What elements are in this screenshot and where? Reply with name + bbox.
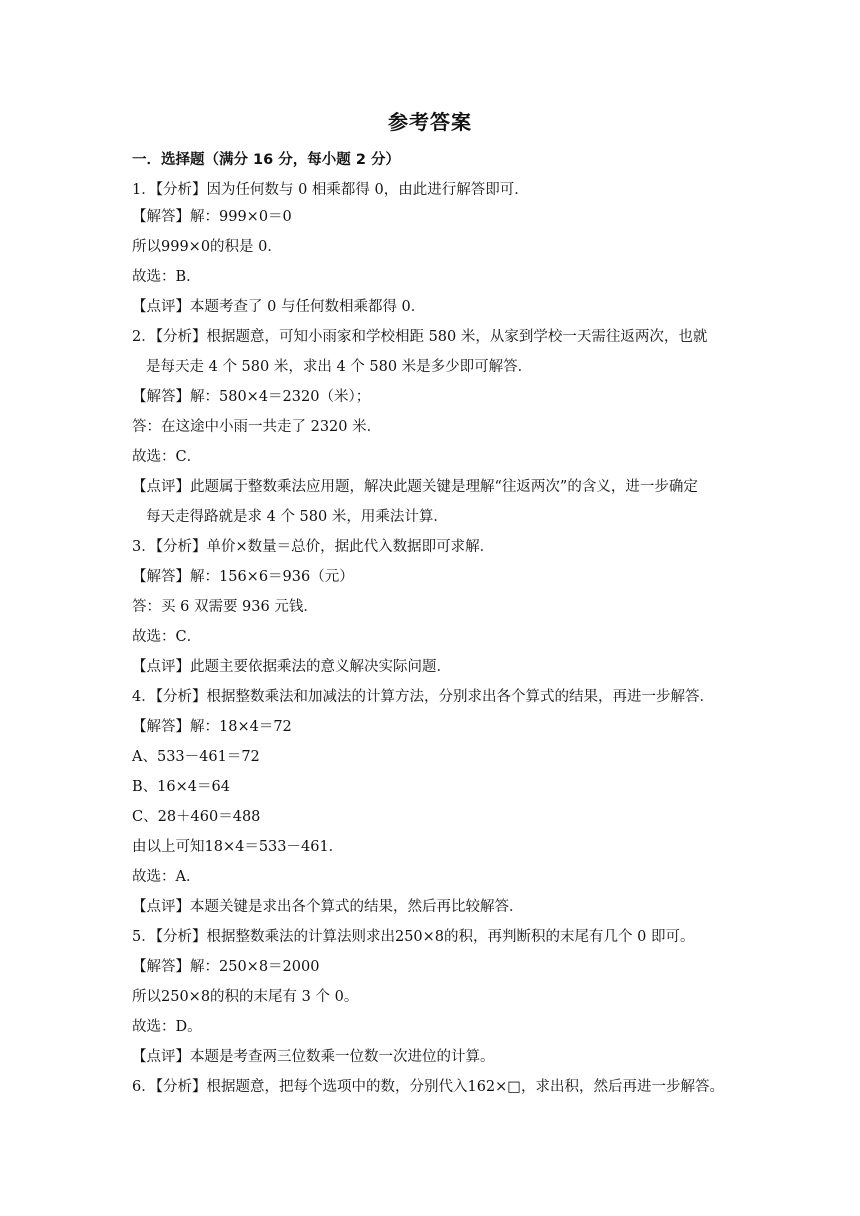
answer-line: 所以250×8的积的末尾有 3 个 0。 <box>132 989 359 1005</box>
answer-line: 【解答】解：250×8＝2000 <box>132 959 320 975</box>
answer-line: 每天走得路就是求 4 个 580 米，用乘法计算． <box>146 509 448 525</box>
answer-line: 所以999×0的积是 0． <box>132 239 282 255</box>
answer-line: 1．【分析】因为任何数与 0 相乘都得 0，由此进行解答即可． <box>132 182 529 198</box>
answer-line: 4．【分析】根据整数乘法和加减法的计算方法，分别求出各个算式的结果，再进一步解答． <box>132 689 714 705</box>
answer-line: 故选：B． <box>132 269 201 285</box>
page-title: 参考答案 <box>388 110 472 134</box>
answer-line: 故选：C． <box>132 449 202 465</box>
answer-line: B、16×4＝64 <box>132 779 230 795</box>
answer-line: 【解答】解：156×6＝936（元） <box>132 569 354 585</box>
answer-line: 【点评】本题是考查两三位数乘一位数一次进位的计算。 <box>132 1049 495 1065</box>
answer-line: 【点评】本题关键是求出各个算式的结果，然后再比较解答． <box>132 899 524 915</box>
answer-line: 答：买 6 双需要 936 元钱． <box>132 599 318 615</box>
answer-line: 故选：D。 <box>132 1019 202 1035</box>
answer-line: A、533－461＝72 <box>132 749 260 765</box>
answer-line: 故选：A． <box>132 869 201 885</box>
answer-line: 【解答】解：18×4＝72 <box>132 719 292 735</box>
answer-line: C、28＋460＝488 <box>132 809 261 825</box>
answer-line: 是每天走 4 个 580 米，求出 4 个 580 米是多少即可解答． <box>146 359 533 375</box>
section-heading: 一．选择题（满分 16 分，每小题 2 分） <box>132 152 400 168</box>
answer-line: 故选：C． <box>132 629 202 645</box>
answer-line: 6．【分析】根据题意，把每个选项中的数，分别代入162×□，求出积，然后再进一步解答。 <box>132 1079 724 1095</box>
answer-line: 【点评】此题属于整数乘法应用题，解决此题关键是理解“往返两次”的含义，进一步确定 <box>132 479 698 495</box>
answer-line: 【点评】本题考查了 0 与任何数相乘都得 0． <box>132 299 426 315</box>
answer-line: 【点评】此题主要依据乘法的意义解决实际问题． <box>132 659 451 675</box>
answer-line: 5．【分析】根据整数乘法的计算法则求出250×8的积，再判断积的末尾有几个 0 即可。 <box>132 929 695 945</box>
answer-line: 2．【分析】根据题意，可知小雨家和学校相距 580 米，从家到学校一天需往返两次，也就 <box>132 329 708 345</box>
answer-line: 3．【分析】单价×数量＝总价，据此代入数据即可求解． <box>132 539 495 555</box>
answer-line: 【解答】解：999×0＝0 <box>132 209 292 225</box>
answer-line: 由以上可知18×4＝533－461． <box>132 839 344 855</box>
answer-line: 【解答】解：580×4＝2320（米）； <box>132 389 371 405</box>
answer-line: 答：在这途中小雨一共走了 2320 米． <box>132 419 382 435</box>
